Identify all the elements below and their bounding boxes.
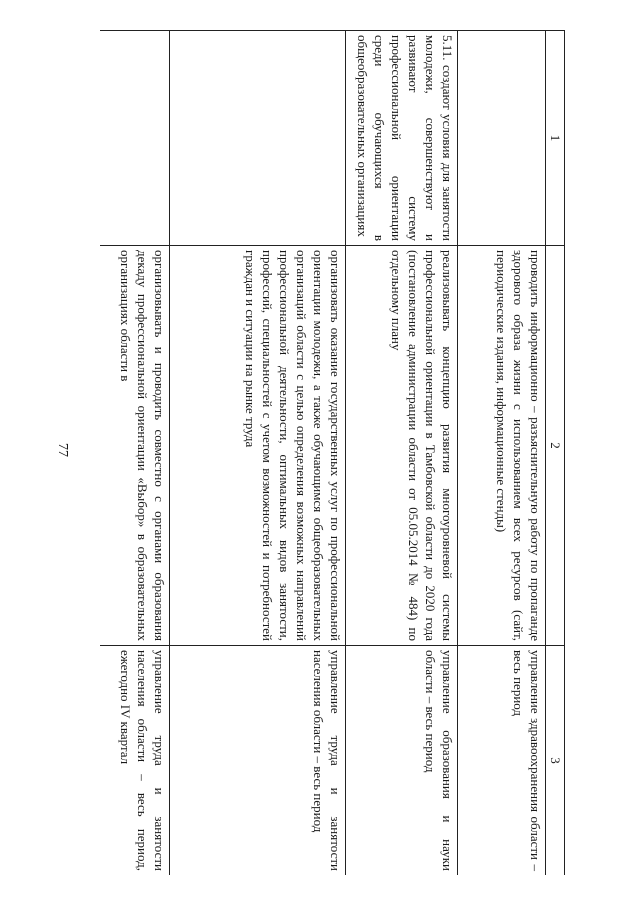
row-1-responsible: управление здравоохранения области – весь период [458,646,546,876]
rotated-table-content [100,30,565,875]
column-header-2: 2 [546,246,565,646]
row-2-responsible: управление образования и науки области – весь период [346,646,458,876]
rotated-table-frame [100,30,565,875]
row-1-measure [458,31,546,246]
page-number: 77 [55,443,70,457]
row-3-responsible: управление труда и занятости населения области – весь период [170,646,346,876]
row-4-responsible: управление труда и занятости населения области – весь период, ежегодно IV квартал [100,646,170,876]
row-1-activity: проводить информационно – разъяснительную работу по пропаганде здорового образа жизни с использованием всех ресурсов (сайт, периодические издания, информационные стенды) [458,246,546,646]
column-header-3: 3 [546,646,565,876]
row-3-activity: организовать оказание государственных услуг по профессиональной ориентации молодежи, а также обучающимся общеобразовательных организаций области с целью определения возможных направлений профессиональной деятельности, оптимальных видов занятости, профессий, специальностей с учетом возможностей и потребностей граждан и ситуации на рынке труда [170,246,346,646]
table-row [170,31,346,876]
row-4-activity: организовывать и проводить совместно с органами образования декаду профессиональной ориентации «Выбор» в образовательных организациях области в [100,246,170,646]
row-4-measure [100,31,170,246]
table-row [458,31,546,876]
table-row [100,31,170,876]
document-table [100,30,565,875]
column-header-1: 1 [546,31,565,246]
table-header-row [546,31,565,876]
row-3-measure [170,31,346,246]
row-2-measure: 5.11. создают условия для занятости молодежи, совершенствуют и развивают систему профессиональной ориентации среди обучающихся в общеобразовательных организациях [346,31,458,246]
row-2-activity: реализовывать концепцию развития многоуровневой системы профессиональной ориентации в Тамбовской области до 2020 года (постановление администрации области от 05.05.2014 № 484) по отдельному плану [346,246,458,646]
table-row [346,31,458,876]
